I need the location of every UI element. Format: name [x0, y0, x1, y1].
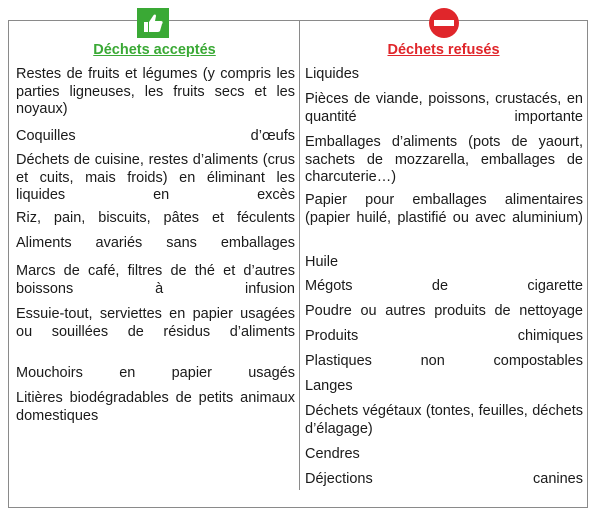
thumbs-up-icon: [137, 8, 169, 38]
accepted-item: Marcs de café, filtres de thé et d’autres boissons à infusion: [16, 263, 295, 297]
refused-item: Poudre ou autres produits de nettoyage: [305, 303, 583, 319]
accepted-header: Déchets acceptés: [93, 42, 216, 58]
refused-item: Plastiques non compostables: [305, 353, 583, 369]
refused-header: Déchets refusés: [387, 42, 500, 58]
accepted-item: Riz, pain, biscuits, pâtes et féculents: [16, 210, 295, 226]
refused-item: Papier pour emballages alimentaires (papier huilé, plastifié ou avec aluminium): [305, 192, 583, 226]
refused-item: Langes: [305, 378, 353, 394]
accepted-item: Litières biodégradables de petits animaux domestiques: [16, 390, 295, 424]
accepted-item: Aliments avariés sans emballages: [16, 235, 295, 251]
accepted-item: Déchets de cuisine, restes d’aliments (crus et cuits, mais froids) en éliminant les liquides en excès: [16, 152, 295, 203]
refused-item: Pièces de viande, poissons, crustacés, en quantité importante: [305, 91, 583, 125]
refused-item: Emballages d’aliments (pots de yaourt, sachets de mozzarella, emballages de charcuterie…): [305, 134, 583, 185]
accepted-item: Coquilles d’œufs: [16, 128, 295, 144]
refused-item: Mégots de cigarette: [305, 278, 583, 294]
refused-item: Cendres: [305, 446, 360, 462]
no-entry-icon: [428, 7, 460, 39]
accepted-item: Restes de fruits et légumes (y compris les parties ligneuses, les fruits secs et les noyaux): [16, 66, 295, 117]
refused-item: Produits chimiques: [305, 328, 583, 344]
column-divider: [299, 20, 300, 490]
refused-item: Huile: [305, 254, 339, 270]
accepted-item: Mouchoirs en papier usagés: [16, 365, 295, 381]
refused-item: Déchets végétaux (tontes, feuilles, déchets d’élagage): [305, 403, 583, 437]
refused-item: Déjections canines: [305, 471, 583, 487]
refused-item: Liquides: [305, 66, 360, 82]
accepted-item: Essuie-tout, serviettes en papier usagées ou souillées de résidus d’aliments: [16, 306, 295, 340]
